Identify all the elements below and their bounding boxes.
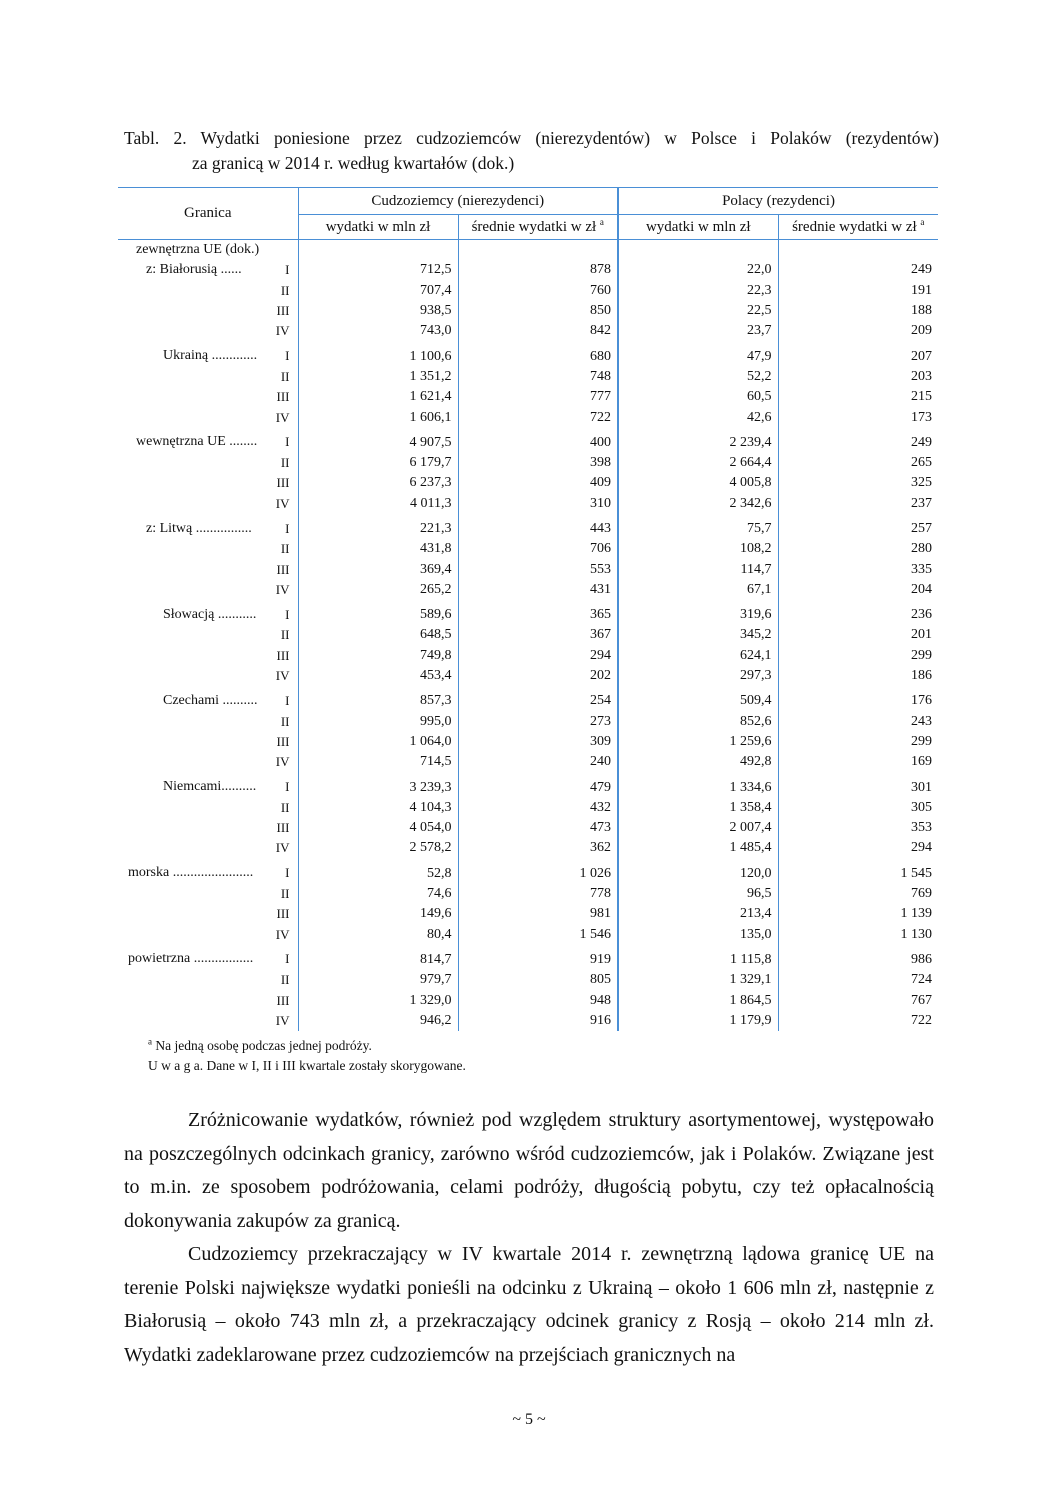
value-cell: 47,9 (618, 341, 778, 366)
quarter-label: IV (275, 840, 290, 856)
value-cell: 714,5 (298, 752, 458, 772)
value-cell: 553 (458, 559, 618, 579)
value-cell: 135,0 (618, 925, 778, 945)
quarter-label: II (280, 972, 290, 988)
value-cell: 778 (458, 884, 618, 904)
value-cell: 1 130 (778, 925, 938, 945)
row-label-cell (118, 580, 298, 600)
value-cell: 1 545 (778, 859, 938, 884)
value-cell: 814,7 (298, 945, 458, 970)
value-cell: 707,4 (298, 281, 458, 301)
row-label-cell (118, 281, 298, 301)
value-cell: 706 (458, 539, 618, 559)
value-cell: 310 (458, 494, 618, 514)
quarter-label: II (280, 799, 290, 815)
quarter-label: II (280, 627, 290, 643)
table-row (118, 712, 938, 732)
row-label-cell (118, 539, 298, 559)
value-cell: 398 (458, 453, 618, 473)
table-row (118, 925, 938, 945)
value-cell: 4 054,0 (298, 818, 458, 838)
value-cell: 4 005,8 (618, 473, 778, 493)
value-cell: 724 (778, 970, 938, 990)
row-label-cell (118, 1011, 298, 1031)
group-label: Słowacją ........... (163, 606, 257, 622)
value-cell: 367 (458, 625, 618, 645)
value-cell: 749,8 (298, 646, 458, 666)
table-row (118, 453, 938, 473)
row-label-cell (118, 559, 298, 579)
value-cell: 243 (778, 712, 938, 732)
value-cell: 265,2 (298, 580, 458, 600)
value-cell: 979,7 (298, 970, 458, 990)
table-row (118, 367, 938, 387)
value-cell: 22,0 (618, 260, 778, 280)
caption-line-2: za granicą w 2014 r. według kwartałów (dok.) (192, 153, 515, 173)
table-row (118, 798, 938, 818)
table-row (118, 646, 938, 666)
value-cell: 431,8 (298, 539, 458, 559)
value-cell: 1 329,1 (618, 970, 778, 990)
value-cell: 479 (458, 772, 618, 797)
table-row (118, 341, 938, 366)
table-row (118, 580, 938, 600)
value-cell: 201 (778, 625, 938, 645)
value-cell: 204 (778, 580, 938, 600)
value-cell: 852,6 (618, 712, 778, 732)
value-cell: 2 007,4 (618, 818, 778, 838)
caption-line-1: Tabl. 2. Wydatki poniesione przez cudzoziemców (nierezydentów) w Polsce i Polaków (rezydentów) (124, 128, 939, 148)
quarter-label: IV (275, 409, 290, 425)
value-cell: 1 334,6 (618, 772, 778, 797)
value-cell: 842 (458, 321, 618, 341)
value-cell: 1 864,5 (618, 990, 778, 1010)
row-label-cell (118, 514, 298, 539)
quarter-label: III (276, 647, 290, 663)
value-cell: 237 (778, 494, 938, 514)
header-srednie-1: średnie wydatki w zł $^a$ (458, 215, 618, 240)
body-paragraph-2: Cudzoziemcy przekraczający w IV kwartale 2014 r. zewnętrzną lądowa granicę UE na terenie Polski największe wydatki ponieśli na odcinku z Ukrainą – około 1 606 mln zł, następnie z Białorusią – około 743 mln zł, a przekraczający odcinek granicy z Rosją – około 214 mln zł. Wydatki zadeklarowane przez cudzoziemców na przejściach granicznych na (124, 1243, 934, 1366)
row-label-cell (118, 686, 298, 711)
row-label-cell (118, 798, 298, 818)
value-cell: 916 (458, 1011, 618, 1031)
group-label: Czechami .......... (163, 692, 258, 708)
table-row (118, 539, 938, 559)
table-row (118, 473, 938, 493)
table-row (118, 970, 938, 990)
value-cell: 309 (458, 732, 618, 752)
value-cell: 362 (458, 838, 618, 858)
quarter-label: II (280, 455, 290, 471)
value-cell: 149,6 (298, 904, 458, 924)
row-label-cell (118, 428, 298, 453)
value-cell: 249 (778, 260, 938, 280)
row-label-cell (118, 772, 298, 797)
table-row (118, 732, 938, 752)
quarter-label: IV (275, 495, 290, 511)
value-cell: 319,6 (618, 600, 778, 625)
quarter-label: I (285, 606, 290, 622)
value-cell: 265 (778, 453, 938, 473)
quarter-label: I (285, 951, 290, 967)
row-label-cell (118, 341, 298, 366)
value-cell: 60,5 (618, 387, 778, 407)
table-row (118, 428, 938, 453)
row-label-cell (118, 859, 298, 884)
value-cell: 114,7 (618, 559, 778, 579)
value-cell: 365 (458, 600, 618, 625)
row-label-cell (118, 367, 298, 387)
quarter-label: III (276, 992, 290, 1008)
table-row (118, 990, 938, 1010)
table-row (118, 281, 938, 301)
quarter-label: III (276, 820, 290, 836)
value-cell: 777 (458, 387, 618, 407)
quarter-label: II (280, 368, 290, 384)
value-cell: 760 (458, 281, 618, 301)
row-label-cell (118, 387, 298, 407)
row-label-cell (118, 646, 298, 666)
value-cell: 1 259,6 (618, 732, 778, 752)
header-wydatki-2: wydatki w mln zł (618, 215, 778, 240)
value-cell: 6 237,3 (298, 473, 458, 493)
value-cell: 680 (458, 341, 618, 366)
value-cell: 294 (778, 838, 938, 858)
quarter-label: IV (275, 581, 290, 597)
body-paragraph-1: Zróżnicowanie wydatków, również pod względem struktury asortymentowej, występowało na poszczególnych odcinkach granicy, zarówno wśród cudzoziemców, jak i Polaków. Związane jest to m.in. ze sposobem podróżowania, celami podróży, długością pobytu, czy też opłacalnością dokonywania zakupów za granicą. (124, 1109, 934, 1232)
quarter-label: II (280, 282, 290, 298)
value-cell: 1 621,4 (298, 387, 458, 407)
header-srednie-2: średnie wydatki w zł $^a$ (778, 215, 938, 240)
quarter-label: III (276, 389, 290, 405)
value-cell: 254 (458, 686, 618, 711)
value-cell: 202 (458, 666, 618, 686)
value-cell: 301 (778, 772, 938, 797)
value-cell: 2 239,4 (618, 428, 778, 453)
table-row (118, 387, 938, 407)
value-cell: 769 (778, 884, 938, 904)
table-body (118, 240, 938, 1031)
quarter-label: I (285, 692, 290, 708)
value-cell: 4 907,5 (298, 428, 458, 453)
value-cell: 878 (458, 260, 618, 280)
value-cell: 453,4 (298, 666, 458, 686)
value-cell: 1 139 (778, 904, 938, 924)
footnote-a: $^a$ Na jedną osobę podczas jednej podróży. (148, 1036, 372, 1053)
header-polacy: Polacy (rezydenci) (618, 188, 938, 215)
value-cell: 1 064,0 (298, 732, 458, 752)
quarter-label: I (285, 520, 290, 536)
value-cell: 712,5 (298, 260, 458, 280)
row-label-cell (118, 712, 298, 732)
footnote-uwaga: U w a g a. Dane w I, II i III kwartale zostały skorygowane. (148, 1058, 466, 1073)
value-cell: 353 (778, 818, 938, 838)
value-cell: 431 (458, 580, 618, 600)
quarter-label: IV (275, 754, 290, 770)
table-row (118, 686, 938, 711)
value-cell: 22,5 (618, 301, 778, 321)
quarter-label: II (280, 886, 290, 902)
row-label-cell (118, 473, 298, 493)
quarter-label: II (280, 713, 290, 729)
value-cell: 240 (458, 752, 618, 772)
row-label-cell (118, 838, 298, 858)
row-label-cell (118, 818, 298, 838)
value-cell: 624,1 (618, 646, 778, 666)
value-cell: 948 (458, 990, 618, 1010)
value-cell: 857,3 (298, 686, 458, 711)
value-cell: 589,6 (298, 600, 458, 625)
value-cell: 67,1 (618, 580, 778, 600)
quarter-label: I (285, 434, 290, 450)
table-row (118, 625, 938, 645)
table-row (118, 945, 938, 970)
quarter-label: I (285, 262, 290, 278)
value-cell: 1 546 (458, 925, 618, 945)
value-cell: 767 (778, 990, 938, 1010)
value-cell: 400 (458, 428, 618, 453)
value-cell: 409 (458, 473, 618, 493)
table-row (118, 772, 938, 797)
value-cell: 4 104,3 (298, 798, 458, 818)
value-cell: 75,7 (618, 514, 778, 539)
value-cell: 919 (458, 945, 618, 970)
value-cell: 6 179,7 (298, 453, 458, 473)
value-cell: 221,3 (298, 514, 458, 539)
quarter-label: III (276, 475, 290, 491)
row-label-cell (118, 453, 298, 473)
row-label-cell (118, 990, 298, 1010)
table-row (118, 301, 938, 321)
table-row (118, 559, 938, 579)
row-label-cell (118, 925, 298, 945)
row-label-cell (118, 494, 298, 514)
value-cell: 188 (778, 301, 938, 321)
value-cell: 1 606,1 (298, 407, 458, 427)
row-label-cell (118, 752, 298, 772)
row-label-cell (118, 260, 298, 280)
value-cell: 42,6 (618, 407, 778, 427)
value-cell: 335 (778, 559, 938, 579)
value-cell: 23,7 (618, 321, 778, 341)
value-cell: 209 (778, 321, 938, 341)
value-cell: 946,2 (298, 1011, 458, 1031)
header-cudzoziemcy: Cudzoziemcy (nierezydenci) (298, 188, 618, 215)
group-label: z: Białorusią ...... (146, 262, 242, 278)
value-cell: 22,3 (618, 281, 778, 301)
value-cell: 938,5 (298, 301, 458, 321)
table-row (118, 600, 938, 625)
value-cell: 805 (458, 970, 618, 990)
table-row (118, 260, 938, 280)
value-cell: 108,2 (618, 539, 778, 559)
row-label-cell (118, 904, 298, 924)
row-label-cell (118, 600, 298, 625)
quarter-label: III (276, 733, 290, 749)
value-cell: 236 (778, 600, 938, 625)
value-cell: 2 664,4 (618, 453, 778, 473)
value-cell: 3 239,3 (298, 772, 458, 797)
value-cell: 203 (778, 367, 938, 387)
section-row (118, 240, 938, 261)
value-cell: 722 (458, 407, 618, 427)
value-cell: 492,8 (618, 752, 778, 772)
value-cell: 722 (778, 1011, 938, 1031)
quarter-label: IV (275, 323, 290, 339)
value-cell: 443 (458, 514, 618, 539)
quarter-label: IV (275, 668, 290, 684)
value-cell: 299 (778, 646, 938, 666)
quarter-label: III (276, 303, 290, 319)
value-cell: 1 329,0 (298, 990, 458, 1010)
value-cell: 52,2 (618, 367, 778, 387)
header-wydatki-1: wydatki w mln zł (298, 215, 458, 240)
page-number: ~ 5 ~ (512, 1411, 546, 1428)
value-cell: 509,4 (618, 686, 778, 711)
quarter-label: I (285, 865, 290, 881)
value-cell: 748 (458, 367, 618, 387)
value-cell: 369,4 (298, 559, 458, 579)
value-cell: 280 (778, 539, 938, 559)
value-cell: 432 (458, 798, 618, 818)
value-cell: 4 011,3 (298, 494, 458, 514)
group-label: z: Litwą ................ (146, 520, 252, 536)
quarter-label: I (285, 348, 290, 364)
table-row (118, 407, 938, 427)
table-row (118, 666, 938, 686)
group-label: Niemcami.......... (163, 779, 257, 795)
value-cell: 249 (778, 428, 938, 453)
value-cell: 2 578,2 (298, 838, 458, 858)
row-label-cell (118, 970, 298, 990)
value-cell: 986 (778, 945, 938, 970)
value-cell: 257 (778, 514, 938, 539)
table-row (118, 838, 938, 858)
value-cell: 207 (778, 341, 938, 366)
value-cell: 995,0 (298, 712, 458, 732)
value-cell: 1 026 (458, 859, 618, 884)
row-label-cell (118, 945, 298, 970)
row-label-cell (118, 301, 298, 321)
value-cell: 173 (778, 407, 938, 427)
quarter-label: III (276, 906, 290, 922)
quarter-label: IV (275, 926, 290, 942)
value-cell: 1 358,4 (618, 798, 778, 818)
value-cell: 294 (458, 646, 618, 666)
row-label-cell (118, 666, 298, 686)
value-cell: 176 (778, 686, 938, 711)
value-cell: 1 485,4 (618, 838, 778, 858)
table-row (118, 752, 938, 772)
value-cell: 213,4 (618, 904, 778, 924)
value-cell: 981 (458, 904, 618, 924)
value-cell: 473 (458, 818, 618, 838)
value-cell: 169 (778, 752, 938, 772)
value-cell: 850 (458, 301, 618, 321)
data-table (118, 187, 938, 1031)
value-cell: 186 (778, 666, 938, 686)
quarter-label: IV (275, 1012, 290, 1028)
quarter-label: II (280, 541, 290, 557)
table-row (118, 884, 938, 904)
value-cell: 215 (778, 387, 938, 407)
table-row (118, 494, 938, 514)
table-row (118, 904, 938, 924)
value-cell: 1 179,9 (618, 1011, 778, 1031)
table-row (118, 859, 938, 884)
value-cell: 1 351,2 (298, 367, 458, 387)
value-cell: 80,4 (298, 925, 458, 945)
table-row (118, 818, 938, 838)
section-label: zewnętrzna UE (dok.) (136, 242, 260, 258)
value-cell: 52,8 (298, 859, 458, 884)
row-label-cell (118, 625, 298, 645)
header-granica: Granica (118, 188, 298, 240)
value-cell: 345,2 (618, 625, 778, 645)
table-row (118, 321, 938, 341)
quarter-label: I (285, 779, 290, 795)
value-cell: 743,0 (298, 321, 458, 341)
value-cell: 1 115,8 (618, 945, 778, 970)
value-cell: 1 100,6 (298, 341, 458, 366)
value-cell: 273 (458, 712, 618, 732)
value-cell: 191 (778, 281, 938, 301)
value-cell: 325 (778, 473, 938, 493)
table-caption (124, 126, 939, 176)
table-row (118, 514, 938, 539)
value-cell: 96,5 (618, 884, 778, 904)
table-row (118, 1011, 938, 1031)
row-label-cell (118, 884, 298, 904)
value-cell: 305 (778, 798, 938, 818)
row-label-cell (118, 407, 298, 427)
group-label: Ukrainą ............. (163, 348, 258, 364)
row-label-cell (118, 321, 298, 341)
value-cell: 74,6 (298, 884, 458, 904)
value-cell: 297,3 (618, 666, 778, 686)
value-cell: 648,5 (298, 625, 458, 645)
value-cell: 299 (778, 732, 938, 752)
group-label: powietrzna ................. (128, 951, 254, 967)
row-label-cell (118, 732, 298, 752)
value-cell: 2 342,6 (618, 494, 778, 514)
group-label: morska ....................... (128, 865, 254, 881)
quarter-label: III (276, 561, 290, 577)
value-cell: 120,0 (618, 859, 778, 884)
group-label: wewnętrzna UE ........ (136, 434, 258, 450)
